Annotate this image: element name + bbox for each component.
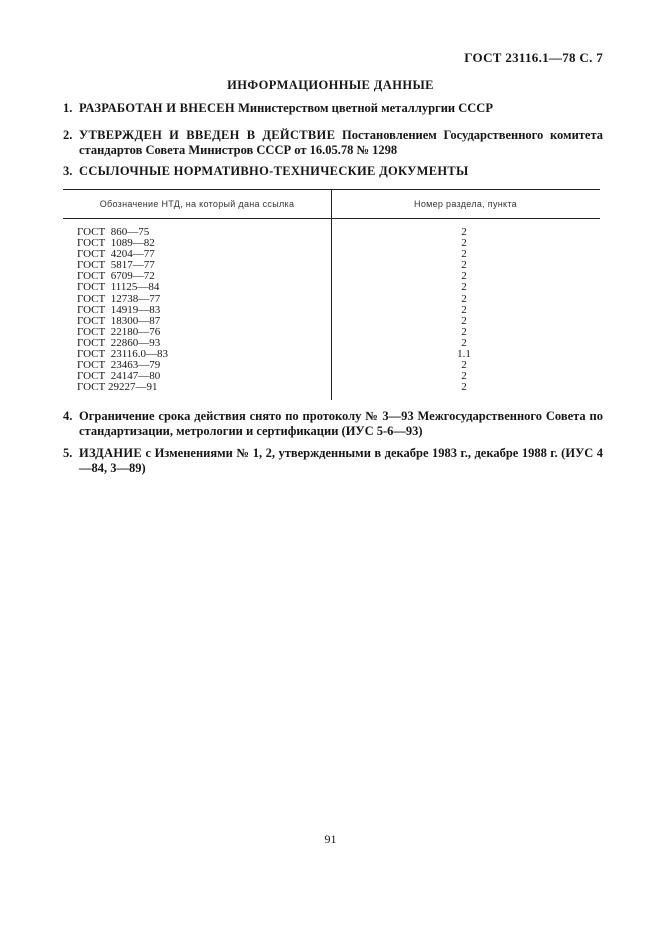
table-row bbox=[77, 282, 597, 293]
ref-cell: 2 bbox=[461, 381, 467, 394]
reference-documents-table bbox=[63, 189, 600, 400]
doc-cell: ГОСТ 23463—79 bbox=[77, 359, 161, 372]
item-number: 2. bbox=[63, 128, 73, 142]
ref-cell: 2 bbox=[461, 226, 467, 238]
ref-cell: 2 bbox=[461, 314, 467, 327]
table-row bbox=[77, 260, 597, 271]
table-row bbox=[77, 382, 597, 393]
ref-cell: 2 bbox=[461, 359, 467, 372]
item-number: 5. bbox=[63, 446, 73, 460]
item-lead: ИЗДАНИЕ bbox=[79, 446, 143, 460]
item-text: Постановлением Государственного комитета стандартов Совета Министров СССР от 16.05.78 № 1298 bbox=[79, 128, 604, 157]
ref-cell: 2 bbox=[461, 248, 467, 261]
item-text: Министерством цветной металлургии СССР bbox=[234, 101, 493, 115]
item-number: 4. bbox=[63, 409, 73, 423]
item-lead: УТВЕРЖДЕН И ВВЕДЕН В ДЕЙСТВИЕ bbox=[79, 128, 336, 142]
ref-cell: 2 bbox=[461, 325, 467, 338]
table-row bbox=[77, 227, 597, 238]
section-title: ИНФОРМАЦИОННЫЕ ДАННЫЕ bbox=[227, 78, 434, 92]
item-text: с Изменениями № 1, 2, утвержденными в декабре 1983 г., декабре 1988 г. (ИУС 4—84, 3—89) bbox=[79, 446, 603, 475]
doc-cell: ГОСТ 24147—80 bbox=[77, 370, 161, 383]
ref-cell: 1.1 bbox=[457, 348, 471, 361]
info-item-3 bbox=[63, 164, 603, 179]
table-body bbox=[77, 227, 597, 393]
doc-cell: ГОСТ 22180—76 bbox=[77, 325, 161, 338]
doc-cell: ГОСТ 23116.0—83 bbox=[77, 348, 169, 361]
table-row bbox=[77, 238, 597, 249]
doc-cell: ГОСТ 22860—93 bbox=[77, 336, 161, 349]
item-number: 3. bbox=[63, 164, 73, 178]
item-lead: РАЗРАБОТАН И ВНЕСЕН bbox=[79, 101, 235, 115]
info-item-1 bbox=[63, 101, 603, 116]
doc-cell: ГОСТ 860—75 bbox=[77, 226, 150, 238]
ref-cell: 2 bbox=[461, 336, 467, 349]
doc-cell: ГОСТ 6709—72 bbox=[77, 270, 155, 283]
doc-cell: ГОСТ 18300—87 bbox=[77, 314, 161, 327]
doc-cell: ГОСТ 11125—84 bbox=[77, 281, 160, 294]
table-row bbox=[77, 249, 597, 260]
ref-cell: 2 bbox=[461, 303, 467, 316]
table-row bbox=[77, 294, 597, 305]
document-header-ref: ГОСТ 23116.1—78 С. 7 bbox=[464, 50, 603, 65]
ref-cell: 2 bbox=[461, 270, 467, 283]
doc-cell: ГОСТ 5817—77 bbox=[77, 259, 155, 272]
table-header-document: Обозначение НТД, на который дана ссылка bbox=[99, 199, 295, 209]
table-header-section: Номер раздела, пункта bbox=[414, 199, 517, 209]
item-text: Ограничение срока действия снято по протоколу № 3—93 Межгосударственного Совета по стандартизации, метрологии и сертификации (ИУС 5-6—93) bbox=[79, 409, 603, 438]
ref-cell: 2 bbox=[461, 237, 467, 250]
doc-cell: ГОСТ 12738—77 bbox=[77, 292, 161, 305]
item-lead: ССЫЛОЧНЫЕ НОРМАТИВНО-ТЕХНИЧЕСКИЕ ДОКУМЕНТЫ bbox=[79, 164, 469, 178]
page-number: 91 bbox=[324, 832, 337, 846]
doc-cell: ГОСТ 29227—91 bbox=[77, 381, 158, 394]
item-number: 1. bbox=[63, 101, 73, 115]
info-item-4 bbox=[63, 409, 603, 439]
ref-cell: 2 bbox=[461, 292, 467, 305]
ref-cell: 2 bbox=[461, 259, 467, 272]
ref-cell: 2 bbox=[461, 370, 467, 383]
doc-cell: ГОСТ 14919—83 bbox=[77, 303, 161, 316]
doc-cell: ГОСТ 1089—82 bbox=[77, 237, 155, 250]
ref-cell: 2 bbox=[461, 281, 467, 294]
info-item-5 bbox=[63, 446, 603, 476]
doc-cell: ГОСТ 4204—77 bbox=[77, 248, 155, 261]
info-item-2 bbox=[63, 128, 603, 158]
